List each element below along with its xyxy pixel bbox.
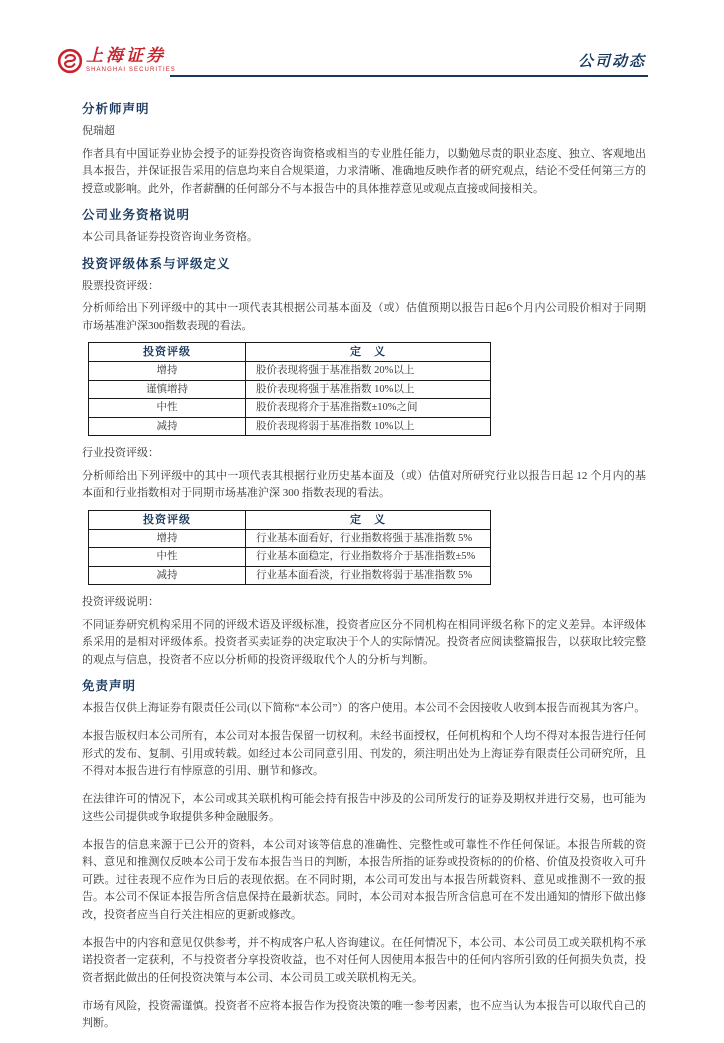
disclaimer-paragraph: 本报告的信息来源于已公开的资料，本公司对该等信息的准确性、完整性或可靠性不作任何保证。本报告所载的资料、意见和推测仅反映本公司于发布本报告当日的判断，本报告所指的证券或投资标的的价格、价值及投资收入可升可跌。过往表现不应作为日后的表现依据。在不同时期，本公司可发出与本报告所载资料、意见或推测不一致的报告。本公司不保证本报告所含信息保持在最新状态。同时，本公司对本报告所含信息可在不发出通知的情形下做出修改，投资者应当自行关注相应的更新或修改。: [82, 838, 646, 921]
rating-cell: 减持: [89, 566, 246, 585]
rating-note-label: 投资评级说明：: [82, 596, 159, 608]
rating-cell: 中性: [89, 399, 246, 418]
definition-cell: 股价表现将弱于基准指数 10%以上: [246, 417, 491, 436]
section-title-disclaimer: 免责声明: [82, 679, 137, 693]
disclaimer-paragraph: 本报告仅供上海证券有限责任公司(以下简称“本公司”）的客户使用。本公司不会因接收人收到本报告而视其为客户。: [82, 702, 646, 714]
rating-cell: 减持: [89, 417, 246, 436]
disclaimer-paragraphs: [82, 700, 646, 1033]
stock-rating-desc: 分析师给出下列评级中的其中一项代表其根据公司基本面及（或）估值预期以报告日起6个月内公司股价相对于同期市场基准沪深300指数表现的看法。: [82, 302, 646, 332]
industry-rating-desc: 分析师给出下列评级中的其中一项代表其根据行业历史基本面及（或）估值对所研究行业以报告日起 12 个月内的基本面和行业指数相对于同期市场基准沪深 300 指数表现的看法。: [82, 469, 646, 499]
rating-cell: 增持: [89, 529, 246, 548]
column-header-rating: 投资评级: [89, 510, 246, 529]
definition-cell: 股价表现将强于基准指数 10%以上: [246, 380, 491, 399]
table-row: [89, 399, 491, 418]
stock-rating-table: [88, 342, 491, 436]
rating-cell: 谨慎增持: [89, 380, 246, 399]
definition-cell: 股价表现将介于基准指数±10%之间: [246, 399, 491, 418]
column-header-rating: 投资评级: [89, 343, 246, 362]
logo-cn-text: 上海证券: [86, 46, 166, 65]
definition-cell: 行业基本面看好，行业指数将强于基准指数 5%: [246, 529, 491, 548]
table-row: [89, 362, 491, 381]
column-header-definition: 定 义: [246, 343, 491, 362]
table-row: [89, 529, 491, 548]
table-row: [89, 566, 491, 585]
table-header-row: [89, 343, 491, 362]
stock-rating-label: 股票投资评级：: [82, 279, 159, 292]
report-type-label: 公司动态: [577, 54, 646, 70]
report-header: [0, 0, 724, 96]
disclaimer-paragraph: 市场有风险，投资需谨慎。投资者不应将本报告作为投资决策的唯一参考因素，也不应当认为本报告可以取代自己的判断。: [82, 999, 646, 1029]
definition-cell: 股价表现将强于基准指数 20%以上: [246, 362, 491, 381]
table-row: [89, 380, 491, 399]
shanghai-securities-logo: [57, 46, 176, 74]
section-title-rating-system: 投资评级体系与评级定义: [82, 256, 231, 271]
section-title-qualification: 公司业务资格说明: [82, 208, 191, 222]
definition-cell: 行业基本面看淡，行业指数将弱于基准指数 5%: [246, 566, 491, 585]
industry-rating-table: [88, 510, 491, 586]
definition-cell: 行业基本面稳定，行业指数将介于基准指数±5%: [246, 548, 491, 567]
logo-emblem-icon: [57, 48, 83, 74]
disclaimer-paragraph: 本报告版权归本公司所有，本公司对本报告保留一切权利。未经书面授权，任何机构和个人均不得对本报告进行任何形式的发布、复制、引用或转载。如经过本公司同意引用、刊发的，须注明出处为上海证券有限责任公司研究所，且不得对本报告进行有悖原意的引用、删节和修改。: [82, 730, 646, 777]
rating-cell: 中性: [89, 548, 246, 567]
qualification-body: 本公司具备证券投资咨询业务资格。: [82, 231, 258, 243]
column-header-definition: 定 义: [246, 510, 491, 529]
logo-text: [86, 46, 176, 74]
table-row: [89, 417, 491, 436]
table-row: [89, 548, 491, 567]
section-title-analyst-statement: 分析师声明: [82, 102, 150, 116]
logo-en-text: SHANGHAI SECURITIES: [86, 67, 176, 73]
rating-cell: 增持: [89, 362, 246, 381]
disclaimer-paragraph: 本报告中的内容和意见仅供参考，并不构成客户私人咨询建议。在任何情况下，本公司、本公司员工或关联机构不承诺投资者一定获利，不与投资者分享投资收益，也不对任何人因使用本报告中的任何内容所引致的任何损失负责，投资者据此做出的任何投资决策与本公司、本公司员工或关联机构无关。: [82, 936, 646, 984]
analyst-name: 倪瑞超: [82, 125, 115, 137]
disclaimer-paragraph: 在法律许可的情况下，本公司或其关联机构可能会持有报告中涉及的公司所发行的证券及期权并进行交易，也可能为这些公司提供或争取提供多种金融服务。: [82, 793, 646, 823]
analyst-statement-body: 作者具有中国证券业协会授予的证券投资咨询资格或相当的专业胜任能力，以勤勉尽责的职业态度、独立、客观地出具本报告，并保证报告采用的信息均来自合规渠道，力求清晰、准确地反映作者的研究观点，结论不受任何第三方的授意或影响。此外，作者薪酬的任何部分不与本报告中的具体推荐意见或观点直接或间接相关。: [82, 147, 646, 195]
header-divider: [170, 75, 648, 77]
rating-note-body: 不同证券研究机构采用不同的评级术语及评级标准，投资者应区分不同机构在相同评级名称下的定义差异。本评级体系采用的是相对评级体系。投资者买卖证券的决定取决于个人的实际情况。投资者应阅读整篇报告，以获取比较完整的观点与信息，投资者不应以分析师的投资评级取代个人的分析与判断。: [82, 618, 646, 666]
table-header-row: [89, 510, 491, 529]
industry-rating-label: 行业投资评级：: [82, 447, 159, 459]
report-content: [82, 92, 646, 1043]
